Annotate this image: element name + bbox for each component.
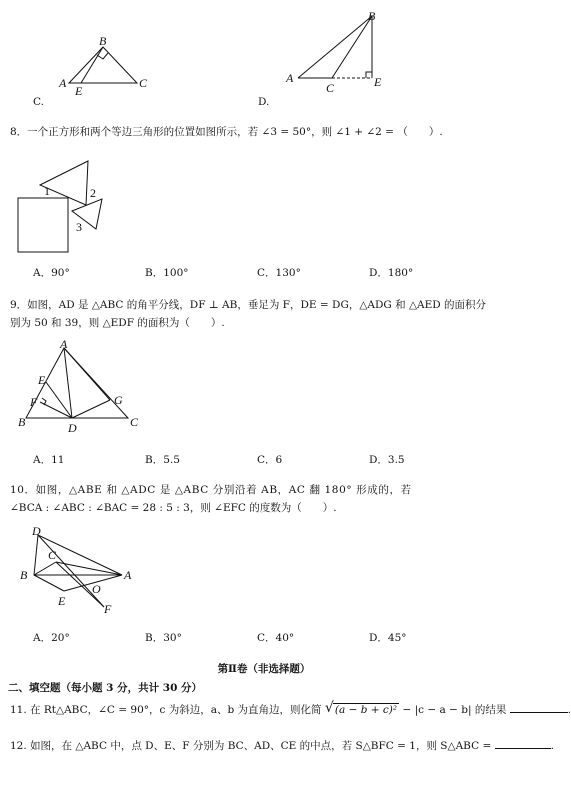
q10-figure xyxy=(18,525,148,620)
q11-prefix: 11. 在 Rt△ABC，∠C = 90°，c 为斜边，a、b 为直角边，则化简 xyxy=(10,704,322,716)
q7d-label-c: C xyxy=(326,81,335,95)
q12-text: 12. 如图，在 △ABC 中，点 D、E、F 分别为 BC、AD、CE 的中点，若 S△BFC = 1，则 S△ABC = xyxy=(10,740,492,752)
q7-figure-c xyxy=(55,35,165,97)
q8-figure xyxy=(10,155,120,260)
q12-answer-blank[interactable] xyxy=(495,737,551,749)
section-fill-in-blank: 二、填空题（每小题 3 分，共计 30 分） xyxy=(8,682,203,694)
q11-radical-sign: √ xyxy=(324,700,334,716)
q9-option-b[interactable]: B．5.5 xyxy=(145,454,180,466)
q7-figure-d xyxy=(280,8,390,98)
q9-label-c: C xyxy=(130,415,139,429)
q7d-side-ab xyxy=(298,16,372,78)
q10-option-b[interactable]: B．30° xyxy=(145,632,182,644)
q9-option-a[interactable]: A．11 xyxy=(33,454,65,466)
q10-option-c[interactable]: C．40° xyxy=(257,632,295,644)
q8-angle-3: 3 xyxy=(76,220,82,234)
q11-stem xyxy=(10,700,571,720)
q8-angle-1: 1 xyxy=(44,184,50,198)
q7c-label-b: B xyxy=(99,34,107,48)
q10-option-d[interactable]: D．45° xyxy=(369,632,407,644)
q9-stem-line2: 别为 50 和 39，则 △EDF 的面积为（ ）. xyxy=(10,317,225,329)
q10-stem-line1: 10．如图，△ABE 和 △ADC 是 △ABC 分别沿着 AB，AC 翻 180° 形成的，若 xyxy=(10,484,412,496)
q7c-label-c: C xyxy=(139,76,148,90)
q7d-label-a: A xyxy=(286,71,294,85)
q10-side-be xyxy=(34,575,64,591)
q9-figure xyxy=(16,337,146,435)
q10-segment-df xyxy=(38,535,104,607)
q9-segment-ag xyxy=(64,348,110,400)
q8-option-b[interactable]: B．100° xyxy=(145,267,189,279)
q10-label-c: C xyxy=(48,548,57,562)
q8-option-c[interactable]: C．130° xyxy=(257,267,301,279)
q11-radicand: (a − b + c)² xyxy=(334,704,398,716)
q7d-label-e: E xyxy=(374,75,382,89)
q8-angle-2: 2 xyxy=(90,186,96,200)
q10-label-b: B xyxy=(20,568,28,582)
q9-right-angle-mark xyxy=(42,398,46,405)
q7-option-c[interactable]: C. xyxy=(33,96,44,108)
q11-answer-blank[interactable] xyxy=(510,701,568,713)
q10-option-a[interactable]: A．20° xyxy=(33,632,70,644)
q12-end: . xyxy=(550,740,554,752)
q9-label-b: B xyxy=(18,415,26,429)
q12-stem xyxy=(10,737,554,755)
q7d-label-b: B xyxy=(368,9,376,23)
q9-label-g: G xyxy=(114,393,123,407)
q9-label-f: F xyxy=(30,395,38,409)
q7c-label-e: E xyxy=(75,84,83,98)
q7-option-d[interactable]: D. xyxy=(258,96,270,108)
q8-stem: 8．一个正方形和两个等边三角形的位置如图所示，若 ∠3 = 50°，则 ∠1 + ∠2 = （ ）. xyxy=(10,126,443,138)
q7c-segment-be xyxy=(81,47,103,83)
q9-option-c[interactable]: C．6 xyxy=(257,454,283,466)
q11-end: . xyxy=(567,704,571,716)
q8-option-a[interactable]: A．90° xyxy=(33,267,70,279)
q10-label-e: E xyxy=(58,594,66,608)
q7d-right-angle-mark xyxy=(366,72,372,78)
q10-stem-line2: ∠BCA : ∠ABC : ∠BAC = 28 : 5 : 3，则 ∠EFC 的度数为（ ）. xyxy=(10,502,337,514)
q9-bisector-ad xyxy=(64,348,72,418)
q7d-side-cb xyxy=(332,16,372,78)
q9-label-a: A xyxy=(60,337,68,351)
q10-label-d: D xyxy=(32,524,41,538)
q9-label-d: D xyxy=(68,421,77,435)
q8-option-d[interactable]: D．180° xyxy=(369,267,414,279)
q10-label-a: A xyxy=(124,568,132,582)
q11-sqrt xyxy=(325,700,399,720)
q11-suffix: − |c − a − b| 的结果 xyxy=(402,704,507,716)
q7c-triangle xyxy=(69,47,137,83)
q9-stem-line1: 9．如图，AD 是 △ABC 的角平分线，DF ⊥ AB，垂足为 F，DE = DG，△ADG 和 △AED 的面积分 xyxy=(10,299,487,311)
q9-segment-dg xyxy=(72,400,110,418)
q10-side-ca xyxy=(56,562,122,575)
q10-side-bc xyxy=(34,562,56,575)
q10-label-f: F xyxy=(104,602,112,616)
q9-label-e: E xyxy=(38,373,46,387)
part2-title: 第Ⅱ卷（非选择题） xyxy=(217,663,311,675)
q9-option-d[interactable]: D．3.5 xyxy=(369,454,405,466)
q10-label-o: O xyxy=(92,582,101,596)
q7c-label-a: A xyxy=(59,76,67,90)
q8-square xyxy=(18,198,68,252)
